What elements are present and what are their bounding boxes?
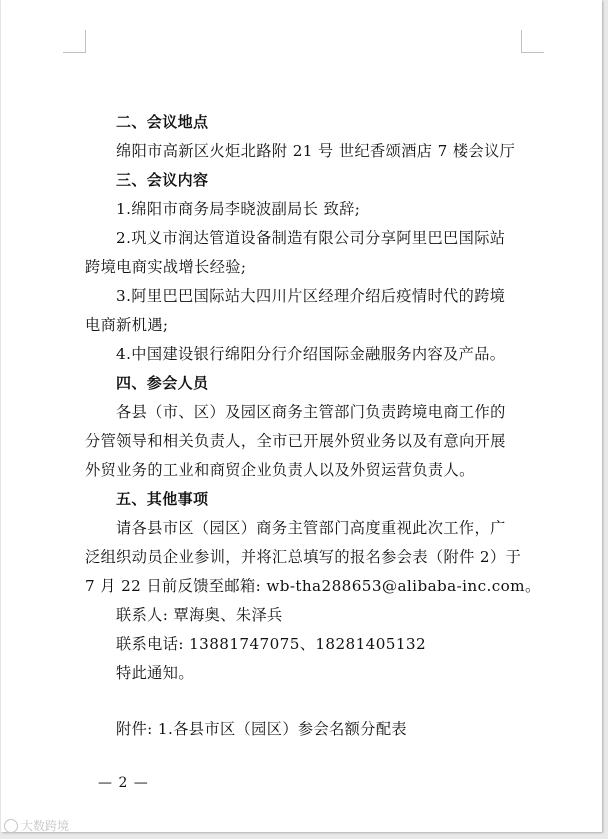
- document-body: [85, 108, 545, 744]
- other-line-email: 7 月 22 日前反馈至邮箱: wb-tha288653@alibaba-inc.com。: [85, 577, 541, 595]
- contact-person: 联系人: 覃海奥、朱泽兵: [116, 606, 283, 624]
- closing-notice: 特此通知。: [116, 664, 194, 682]
- crop-mark-top-left: [63, 30, 86, 53]
- section-heading-content: 三、会议内容: [116, 171, 209, 189]
- other-line: 请各县市区（园区）商务主管部门高度重视此次工作，广: [116, 519, 506, 537]
- attendees-line: 各县（市、区）及园区商务主管部门负责跨境电商工作的: [116, 403, 506, 421]
- document-page: [1, 0, 602, 832]
- section-heading-other: 五、其他事项: [116, 490, 209, 508]
- location-line: 绵阳市高新区火炬北路附 21 号 世纪香颂酒店 7 楼会议厅: [116, 142, 516, 160]
- content-line: 2.巩义市润达管道设备制造有限公司分享阿里巴巴国际站: [116, 229, 506, 247]
- content-line: 电商新机遇;: [85, 316, 169, 334]
- page-number: — 2 —: [98, 775, 149, 791]
- content-line: 跨境电商实战增长经验;: [85, 258, 247, 276]
- attendees-line: 分管领导和相关负责人，全市已开展外贸业务以及有意向开展: [85, 432, 506, 450]
- content-line: 1.绵阳市商务局李晓波副局长 致辞;: [116, 200, 361, 218]
- contact-phone: 联系电话: 13881747075、18281405132: [116, 635, 427, 653]
- watermark-text: 大数跨境: [21, 819, 70, 833]
- other-line: 泛组织动员企业参训，并将汇总填写的报名参会表（附件 2）于: [85, 548, 522, 566]
- section-heading-attendees: 四、参会人员: [116, 374, 209, 392]
- attachment-line: 附件: 1.各县市区（园区）参会名额分配表: [116, 720, 408, 738]
- watermark: [4, 817, 69, 834]
- content-line: 4.中国建设银行绵阳分行介绍国际金融服务内容及产品。: [116, 345, 506, 363]
- attendees-line: 外贸业务的工业和商贸企业负责人以及外贸运营负责人。: [85, 461, 475, 479]
- watermark-logo-icon: [4, 819, 18, 833]
- section-heading-location: 二、会议地点: [116, 113, 209, 131]
- crop-mark-top-right: [521, 30, 544, 53]
- content-line: 3.阿里巴巴国际站大四川片区经理介绍后疫情时代的跨境: [116, 287, 506, 305]
